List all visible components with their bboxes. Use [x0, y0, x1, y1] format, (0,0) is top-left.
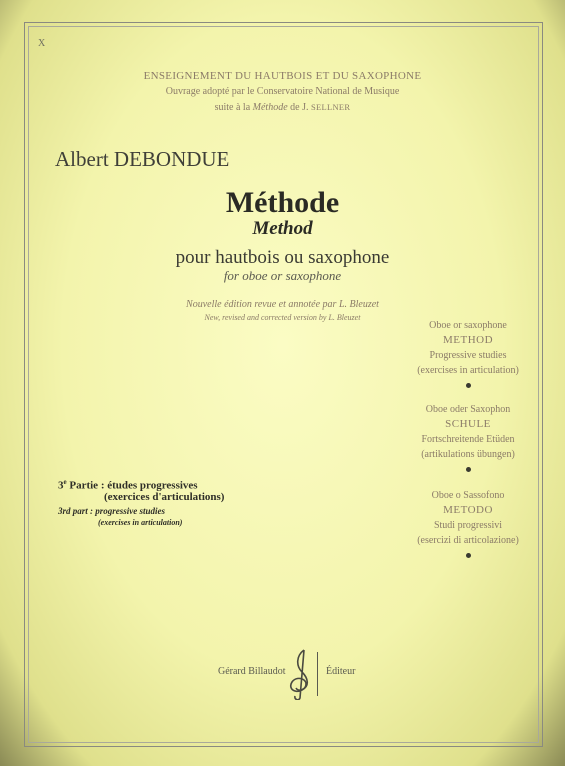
publisher-divider: [317, 652, 318, 696]
edition-note-french: Nouvelle édition revue et annotée par L. Bleuzet: [186, 299, 379, 310]
series-title: ENSEIGNEMENT DU HAUTBOIS ET DU SAXOPHONE: [143, 70, 422, 82]
subtitle-english: for oboe or saxophone: [223, 268, 342, 283]
corner-mark: X: [38, 38, 46, 49]
part-subtitle-french: (exercices d'articulations): [104, 491, 225, 503]
part-title-english: 3rd part : progressive studies: [58, 506, 166, 516]
subtitle-french: pour hautbois ou saxophone: [175, 247, 390, 268]
part-title-french: 3e Partie : études progressives: [58, 478, 198, 492]
bullet-dot: [466, 383, 471, 388]
part-subtitle-english: (exercises in articulation): [98, 518, 183, 527]
author-name: Albert DEBONDUE: [55, 147, 230, 171]
publisher-name: Gérard Billaudot: [218, 666, 286, 677]
series-sequel: suite à la Méthode de J. SELLNER: [214, 102, 351, 113]
publisher-role: Éditeur: [326, 666, 356, 677]
publisher-imprint: [0, 648, 565, 708]
bullet-dot: [466, 467, 471, 472]
title-french: Méthode: [225, 186, 340, 219]
series-adoption: Ouvrage adopté par le Conservatoire National de Musique: [165, 86, 400, 97]
language-block-english: Oboe or saxophone METHOD Progressive studies (exercises in articulation): [404, 318, 532, 388]
edition-note-english: New, revised and corrected version by L. Bleuzet: [204, 313, 361, 322]
title-english: Method: [252, 218, 313, 239]
bullet-dot: [466, 553, 471, 558]
language-block-german: Oboe oder Saxophon SCHULE Fortschreitende Etüden (artikulations übungen): [404, 402, 532, 472]
treble-clef-logo-icon: [284, 648, 318, 700]
language-block-italian: Oboe o Sassofono METODO Studi progressivi (esercizi di articolazione): [404, 488, 532, 558]
